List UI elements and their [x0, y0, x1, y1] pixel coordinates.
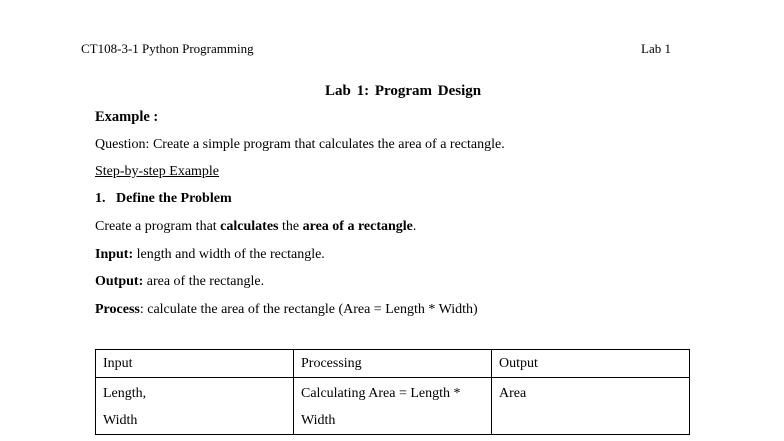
- process-text: : calculate the area of the rectangle (Area = Length * Width): [139, 302, 478, 317]
- process-line: [95, 302, 478, 318]
- problem-middle: the: [278, 219, 303, 234]
- question-text: Question: Create a simple program that calculates the area of a rectangle.: [95, 137, 505, 152]
- output-line: [95, 274, 264, 290]
- process-label: Process: [95, 302, 140, 317]
- output-text: area of the rectangle.: [143, 274, 265, 289]
- cell-input-line-1: Length,: [103, 386, 147, 401]
- cell-processing-line-2: Width: [301, 413, 336, 428]
- problem-statement: [95, 219, 416, 235]
- problem-suffix: .: [412, 219, 417, 234]
- ipo-table: [95, 349, 690, 435]
- define-problem-heading: [95, 191, 232, 207]
- problem-bold-calculates: calculates: [220, 219, 279, 234]
- problem-prefix: Create a program that: [95, 219, 221, 234]
- problem-bold-area: area of a rectangle: [302, 219, 413, 234]
- input-line: [95, 247, 325, 263]
- course-header: CT108-3-1 Python Programming: [81, 41, 254, 56]
- define-problem-label: 1. Define the Problem: [95, 191, 232, 206]
- step-by-step-heading: Step-by-step Example: [95, 164, 220, 179]
- table-header-row: [96, 350, 690, 378]
- header-processing: Processing: [294, 350, 492, 378]
- input-label: Input:: [95, 247, 134, 262]
- cell-input: [96, 378, 294, 435]
- header-input: Input: [96, 350, 294, 378]
- cell-processing-line-1: Calculating Area = Length *: [301, 386, 461, 401]
- page-title: Lab 1: Program Design: [325, 83, 482, 99]
- lab-header: Lab 1: [641, 41, 671, 56]
- input-text: length and width of the rectangle.: [133, 247, 325, 262]
- output-label: Output:: [95, 274, 144, 289]
- table-row: [96, 378, 690, 435]
- cell-output: Area: [492, 378, 690, 435]
- header-output: Output: [492, 350, 690, 378]
- cell-processing: [294, 378, 492, 435]
- example-heading: Example :: [95, 109, 159, 125]
- cell-input-line-2: Width: [103, 413, 138, 428]
